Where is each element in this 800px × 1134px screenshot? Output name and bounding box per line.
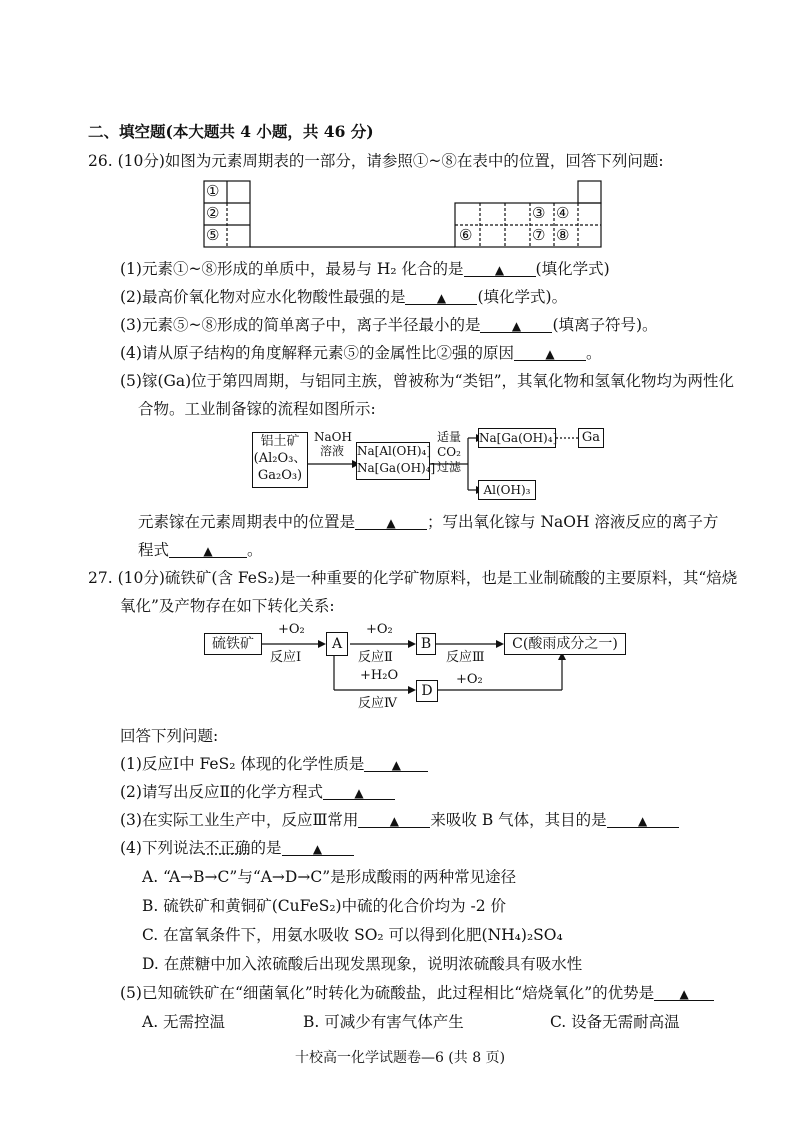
answer-blank: ▲ xyxy=(480,315,552,333)
table-mark-5: ⑤ xyxy=(206,226,220,244)
q27-header-line1: 27. (10分)硫铁矿(含 FeS₂)是一种重要的化学矿物原料，也是工业制硫酸的主要原料，其“焙烧 xyxy=(88,569,738,587)
table-mark-2: ② xyxy=(206,204,220,222)
node-d-box: D xyxy=(416,680,438,702)
q27-option-b: B. 硫铁矿和黄铜矿(CuFeS₂)中硫的化合价均为 -2 价 xyxy=(142,897,507,915)
reaction3-label: 反应Ⅲ xyxy=(446,650,485,665)
bauxite-box: 铝土矿 (Al₂O₃、 Ga₂O₃) xyxy=(252,432,308,488)
answer-blank: ▲ xyxy=(169,540,247,558)
reaction2-label: 反应Ⅱ xyxy=(358,650,393,665)
q26-part6-line1: 元素镓在元素周期表中的位置是 ▲ ；写出氧化镓与 NaOH 溶液反应的离子方 xyxy=(138,513,719,531)
reaction1-label: 反应Ⅰ xyxy=(270,650,302,665)
answer-blank: ▲ xyxy=(514,343,586,361)
answer-blank: ▲ xyxy=(464,259,536,277)
table-mark-8: ⑧ xyxy=(556,226,570,244)
q26-part3: (3)元素⑤~⑧形成的简单离子中，离子半径最小的是 ▲ (填离子符号)。 xyxy=(120,316,658,334)
table-mark-4: ④ xyxy=(556,204,570,222)
section-heading: 二、填空题(本大题共 4 小题，共 46 分) xyxy=(88,122,374,141)
q27-part5-option-a: A. 无需控温 xyxy=(142,1013,226,1031)
q27-part5-option-b: B. 可减少有害气体产生 xyxy=(303,1013,464,1031)
q27-part3: (3)在实际工业生产中，反应Ⅲ常用 ▲ 来吸收 B 气体，其目的是 ▲ xyxy=(120,810,679,830)
answer-blank: ▲ xyxy=(282,838,354,856)
q27-part1: (1)反应Ⅰ中 FeS₂ 体现的化学性质是 ▲ xyxy=(120,754,428,774)
q27-option-c: C. 在富氧条件下，用氨水吸收 SO₂ 可以得到化肥(NH₄)₂SO₄ xyxy=(142,926,563,944)
q27-part5: (5)已知硫铁矿在“细菌氧化”时转化为硫酸盐，此过程相比“焙烧氧化”的优势是 ▲ xyxy=(120,983,714,1003)
q27-intro: 回答下列问题: xyxy=(120,727,219,745)
table-mark-3: ③ xyxy=(532,204,546,222)
reaction4-label: 反应Ⅳ xyxy=(358,696,397,711)
table-mark-6: ⑥ xyxy=(459,226,473,244)
node-c-box: C(酸雨成分之一) xyxy=(504,633,626,655)
reaction2-reagent: +O₂ xyxy=(366,622,393,637)
q26-part5-line2: 合物。工业制备镓的流程如图所示: xyxy=(138,400,376,418)
reaction1-reagent: +O₂ xyxy=(278,622,305,637)
q26-part6-line2: 程式 ▲ 。 xyxy=(138,541,263,559)
q27-part5-option-c: C. 设备无需耐高温 xyxy=(550,1013,680,1031)
aluminate-box: Na[Al(OH)₄] Na[Ga(OH)₄] xyxy=(356,442,430,480)
q27-part4: (4)下列说法不正确的是 ▲ xyxy=(120,838,354,858)
q26-part2: (2)最高价氧化物对应水化物酸性最强的是 ▲ (填化学式)。 xyxy=(120,288,568,306)
reaction4-reagent: +H₂O xyxy=(360,668,399,683)
gallate-box: Na[Ga(OH)₄] xyxy=(478,428,556,448)
answer-blank: ▲ xyxy=(405,287,477,305)
answer-blank: ▲ xyxy=(358,810,430,828)
node-b-box: B xyxy=(416,633,436,655)
co2-label: 适量 CO₂ 过滤 xyxy=(436,430,461,474)
aluminum-hydroxide-box: Al(OH)₃ xyxy=(478,480,536,500)
q27-header-line2: 氧化”及产物存在如下转化关系: xyxy=(120,597,335,615)
answer-blank: ▲ xyxy=(607,810,679,828)
q26-part1: (1)元素①~⑧形成的单质中，最易与 H₂ 化合的是 ▲ (填化学式) xyxy=(120,260,610,278)
gallium-box: Ga xyxy=(578,428,604,448)
node-a-box: A xyxy=(326,632,348,656)
answer-blank: ▲ xyxy=(355,512,427,530)
pyrite-box: 硫铁矿 xyxy=(204,633,262,655)
answer-blank: ▲ xyxy=(364,754,428,772)
answer-blank: ▲ xyxy=(323,782,395,800)
q26-part4: (4)请从原子结构的角度解释元素⑤的金属性比②强的原因 ▲ 。 xyxy=(120,344,602,362)
q27-option-a: A. “A→B→C”与“A→D→C”是形成酸雨的两种常见途径 xyxy=(142,868,517,886)
naoh-label: NaOH 溶液 xyxy=(314,430,352,458)
q27-option-d: D. 在蔗糖中加入浓硫酸后出现发黑现象，说明浓硫酸具有吸水性 xyxy=(142,955,583,973)
table-mark-7: ⑦ xyxy=(532,226,546,244)
table-mark-1: ① xyxy=(206,182,220,200)
answer-blank: ▲ xyxy=(654,983,714,1001)
q27-part2: (2)请写出反应Ⅱ的化学方程式 ▲ xyxy=(120,782,395,802)
reaction5-reagent: +O₂ xyxy=(456,672,483,687)
page-footer: 十校高一化学试题卷—6 (共 8 页) xyxy=(294,1050,506,1066)
q26-header: 26. (10分)如图为元素周期表的一部分，请参照①~⑧在表中的位置，回答下列问题: xyxy=(88,152,664,170)
q26-part5-line1: (5)镓(Ga)位于第四周期，与铝同主族，曾被称为“类铝”，其氧化物和氢氧化物均为两性化 xyxy=(120,372,735,390)
